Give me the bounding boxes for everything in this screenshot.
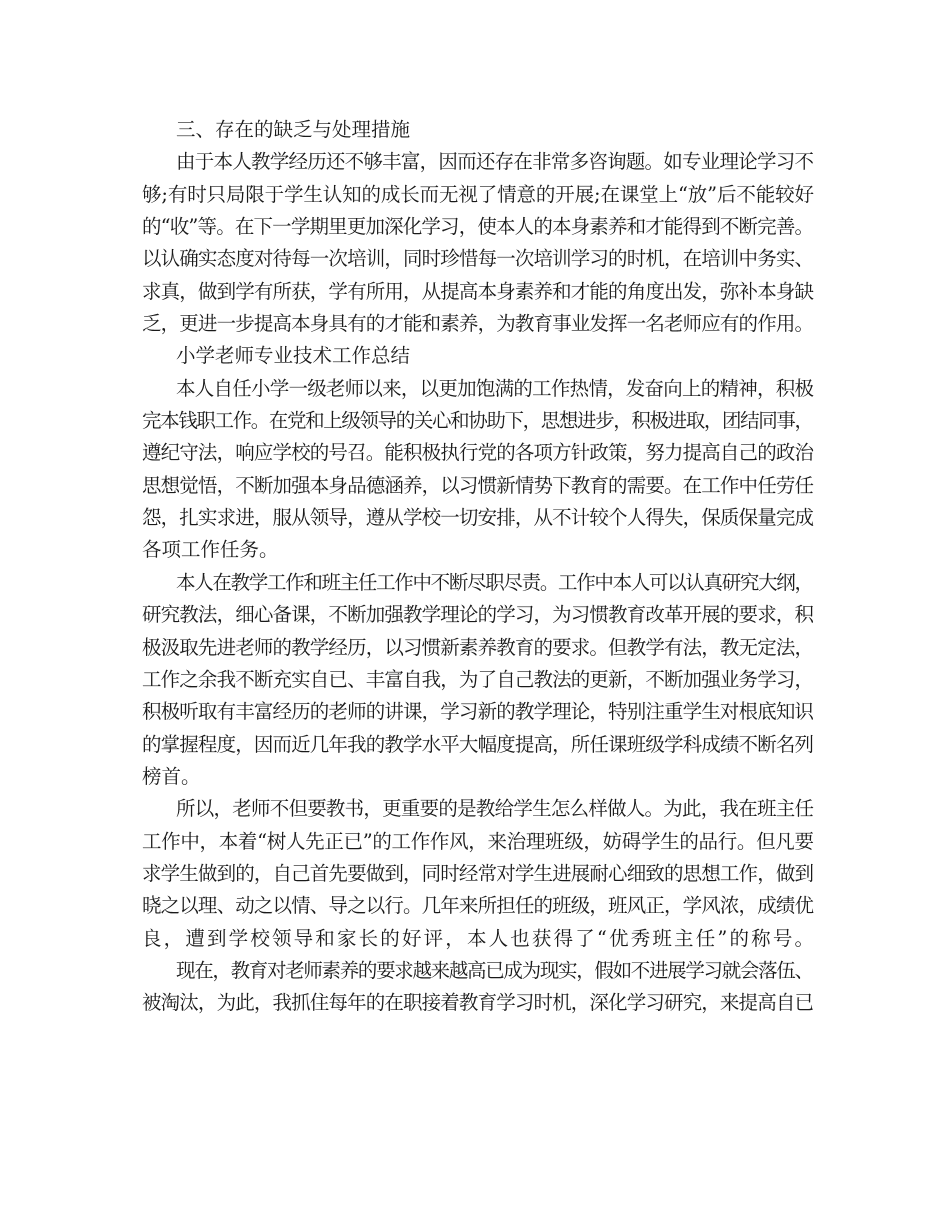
paragraph-line: 极汲取先进老师的教学经历，以习惯新素养教育的要求。但教学有法，教无定法， bbox=[142, 635, 814, 659]
paragraph-line: 榜首。 bbox=[142, 764, 201, 788]
paragraph-line: 工作中，本着“树人先正已”的工作作风，来治理班级，妨碍学生的品行。但凡要 bbox=[142, 829, 814, 853]
paragraph-line: 积极听取有丰富经历的老师的讲课，学习新的教学理论，特别注重学生对根底知识 bbox=[142, 700, 814, 724]
paragraph-line: 遵纪守法，响应学校的号召。能积极执行党的各项方针政策，努力提高自己的政治 bbox=[142, 441, 814, 465]
paragraph-line: 以认确实态度对待每一次培训，同时珍惜每一次培训学习的时机，在培训中务实、 bbox=[142, 247, 814, 271]
document-body bbox=[142, 114, 817, 1020]
paragraph-line: 完本钱职工作。在党和上级领导的关心和协助下，思想进步，积极进取，团结同事， bbox=[142, 409, 813, 433]
paragraph-line: 被淘汰，为此，我抓住每年的在职接着教育学习时机，深化学习研究，来提高自已 bbox=[142, 991, 814, 1015]
paragraph-first-line: 所以，老师不但要教书，更重要的是教给学生怎么样做人。为此，我在班主任 bbox=[176, 797, 814, 821]
paragraph-line: 够;有时只局限于学生认知的成长而无视了情意的开展;在课堂上“放”后不能较好 bbox=[142, 182, 814, 206]
paragraph-first-line: 小学老师专业技术工作总结 bbox=[176, 344, 411, 368]
paragraph-line: 的掌握程度，因而近几年我的教学水平大幅度提高，所任课班级学科成绩不断名列 bbox=[142, 732, 814, 756]
paragraph-line: 求真，做到学有所获，学有所用，从提高本身素养和才能的角度出发，弥补本身缺 bbox=[142, 279, 814, 303]
paragraph-line: 良，遭到学校领导和家长的好评，本人也获得了“优秀班主任”的称号。 bbox=[142, 926, 817, 950]
paragraph-line: 工作之余我不断充实自已、丰富自我，为了自己教法的更新，不断加强业务学习， bbox=[142, 667, 814, 691]
paragraph-first-line: 现在，教育对老师素养的要求越来越高已成为现实，假如不进展学习就会落伍、 bbox=[176, 958, 813, 982]
paragraph-line: 求学生做到的，自己首先要做到，同时经常对学生进展耐心细致的思想工作，做到 bbox=[142, 861, 814, 885]
paragraph-first-line: 本人自任小学一级老师以来，以更加饱满的工作热情，发奋向上的精神，积极 bbox=[176, 376, 814, 400]
paragraph-line: 各项工作任务。 bbox=[142, 538, 279, 562]
paragraph-line: 的“收”等。在下一学期里更加深化学习，使本人的本身素养和才能得到不断完善。 bbox=[142, 215, 814, 239]
paragraph-first-line: 由于本人教学经历还不够丰富，因而还存在非常多咨询题。如专业理论学习不 bbox=[176, 150, 814, 174]
paragraph-first-line: 本人在教学工作和班主任工作中不断尽职尽责。工作中本人可以认真研究大纲， bbox=[176, 570, 813, 594]
paragraph-line: 乏，更进一步提高本身具有的才能和素养，为教育事业发挥一名老师应有的作用。 bbox=[142, 312, 814, 336]
paragraph-line: 思想觉悟，不断加强本身品德涵养，以习惯新情势下教育的需要。在工作中任劳任 bbox=[142, 473, 814, 497]
paragraph-line: 研究教法，细心备课，不断加强教学理论的学习，为习惯教育改革开展的要求，积 bbox=[142, 603, 814, 627]
paragraph-line: 晓之以理、动之以情、导之以行。几年来所担任的班级，班风正，学风浓，成绩优 bbox=[142, 894, 814, 918]
paragraph-line: 怨，扎实求进，服从领导，遵从学校一切安排，从不计较个人得失，保质保量完成 bbox=[142, 506, 814, 530]
paragraph-first-line: 三、存在的缺乏与处理措施 bbox=[176, 118, 411, 141]
